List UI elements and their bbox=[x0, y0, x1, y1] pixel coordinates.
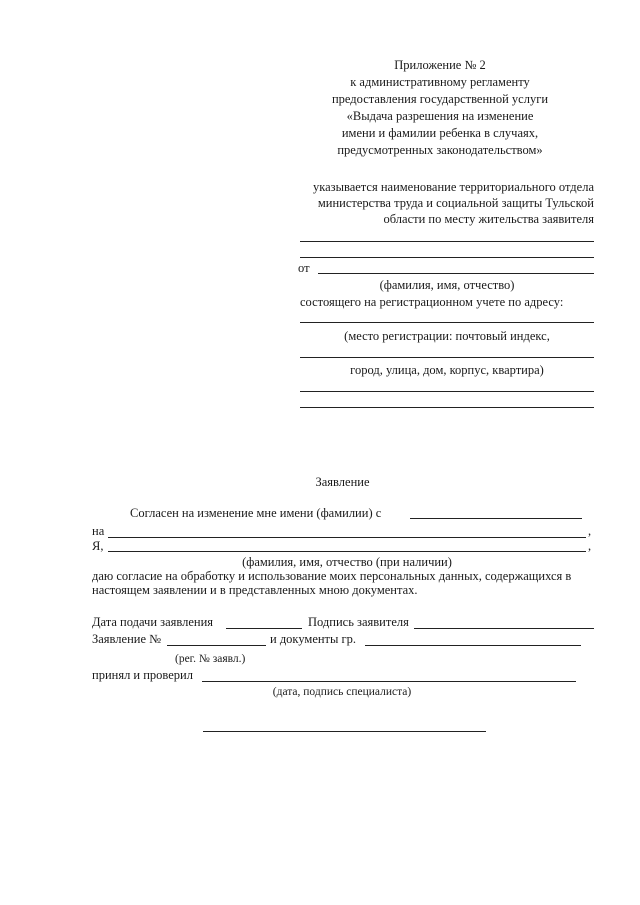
app-no-blank[interactable] bbox=[167, 645, 266, 646]
applicant-fio-blank[interactable] bbox=[108, 551, 586, 552]
applicant-fio-hint: (фамилия, имя, отчество (при наличии) bbox=[242, 555, 452, 569]
from-label: от bbox=[298, 261, 310, 275]
header-line-2: к административному регламенту bbox=[350, 75, 530, 89]
docs-blank[interactable] bbox=[365, 645, 581, 646]
addressee-blank-2[interactable] bbox=[300, 257, 594, 258]
bottom-rule bbox=[203, 731, 486, 732]
specialist-hint: (дата, подпись специалиста) bbox=[272, 686, 412, 698]
header-line-1: Приложение № 2 bbox=[394, 58, 486, 72]
header-line-6: предусмотренных законодательством» bbox=[337, 143, 543, 157]
registered-label: состоящего на регистрационном учете по адресу: bbox=[300, 295, 564, 309]
applicant-signature-blank[interactable] bbox=[414, 628, 594, 629]
address-blank-1[interactable] bbox=[300, 322, 594, 323]
i-comma: , bbox=[588, 539, 592, 553]
reg-hint-1: (место регистрации: почтовый индекс, bbox=[344, 329, 550, 343]
header-line-4: «Выдача разрешения на изменение bbox=[346, 109, 534, 123]
pd-consent-line-2: настоящем заявлении и в представленных мною документах. bbox=[92, 583, 418, 597]
from-fio-blank[interactable] bbox=[318, 273, 594, 274]
statement-title: Заявление bbox=[315, 475, 370, 489]
header-line-5: имени и фамилии ребенка в случаях, bbox=[341, 126, 539, 140]
header-line-3: предоставления государственной услуги bbox=[331, 92, 549, 106]
date-blank[interactable] bbox=[226, 628, 302, 629]
pd-consent-line-1: даю согласие на обработку и использование моих персональных данных, содержащихся в bbox=[92, 569, 572, 583]
reg-no-hint: (рег. № заявл.) bbox=[175, 653, 246, 665]
accepted-label: принял и проверил bbox=[92, 668, 193, 682]
consent-line: Согласен на изменение мне имени (фамилии) с bbox=[130, 506, 382, 520]
addressee-line-1: указывается наименование территориального отдела bbox=[312, 180, 594, 194]
addressee-blank-1[interactable] bbox=[300, 241, 594, 242]
docs-label: и документы гр. bbox=[270, 632, 357, 646]
reg-hint-2: город, улица, дом, корпус, квартира) bbox=[350, 363, 544, 377]
new-name-blank[interactable] bbox=[108, 537, 586, 538]
i-label: Я, bbox=[92, 539, 104, 553]
to-comma: , bbox=[588, 524, 592, 538]
address-blank-4[interactable] bbox=[300, 407, 594, 408]
addressee-line-3: области по месту жительства заявителя bbox=[383, 212, 594, 226]
fio-hint: (фамилия, имя, отчество) bbox=[379, 278, 515, 292]
address-blank-3[interactable] bbox=[300, 391, 594, 392]
specialist-blank[interactable] bbox=[202, 681, 576, 682]
date-label: Дата подачи заявления bbox=[92, 615, 214, 629]
old-name-blank[interactable] bbox=[410, 518, 582, 519]
address-blank-2[interactable] bbox=[300, 357, 594, 358]
app-no-label: Заявление № bbox=[92, 632, 162, 646]
addressee-line-2: министерства труда и социальной защиты Тульской bbox=[317, 196, 594, 210]
sign-label: Подпись заявителя bbox=[308, 615, 409, 629]
to-label: на bbox=[92, 524, 105, 538]
